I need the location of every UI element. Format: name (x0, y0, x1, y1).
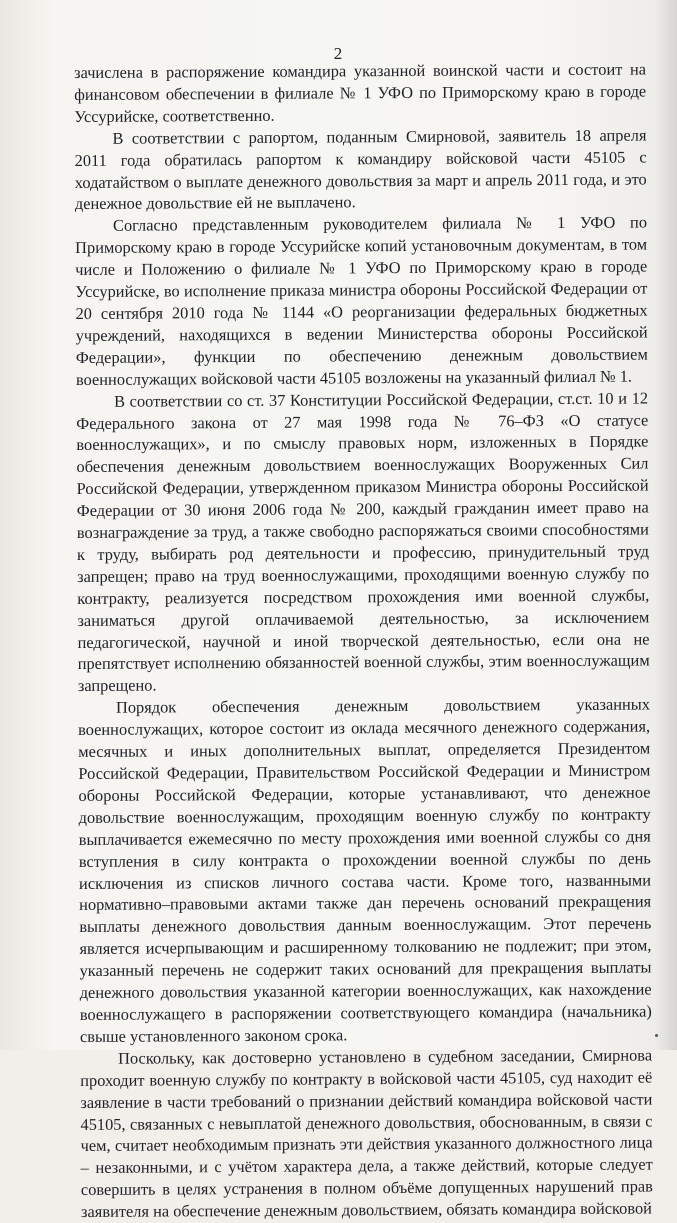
paragraph-1: зачислена в распоряжение командира указанной воинской части и состоит на финансовом обеспечении в филиале № 1 УФО по Приморскому краю в городе Уссурийске, соответственно. (74, 59, 647, 126)
page-edge-shadow (655, 0, 677, 1050)
paragraph-5: Порядок обеспечения денежным довольствием указанных военнослужащих, которое состоит из оклада месячного денежного содержания, месячных и иных дополнительных выплат, определяется Президентом Российской Федерации, Правительством Российской Федерации и Министром обороны Российской Федерации, которые устанавливают, что денежное довольствие военнослужащим, проходящим военную службу по контракту выплачивается ежемесячно по месту прохождения ими военной службы со дня вступления в силу контракта о прохождении военной службы по день исключения из списков личного состава части. Кроме того, названными нормативно–правовыми актами также дан перечень оснований прекращения выплаты денежного довольствия данным военнослужащим. Этот перечень является исчерпывающим и расширенному толкованию не подлежит; при этом, указанный перечень не содержит таких оснований для прекращения выплаты денежного довольствия указанной категории военнослужащих, как нахождение военнослужащего в распоряжении соответствующего командира (начальника) свыше установленного законом срока. (78, 694, 652, 1046)
paragraph-3: Согласно представленным руководителем филиала № 1 УФО по Приморскому краю в городе Уссурийске копий установочным документам, в том числе и Положению о филиале № 1 УФО по Приморскому краю в городе Уссурийске, во исполнение приказа министра обороны Российской Федерации от 20 сентября 2010 года № 1144 «О реорганизации федеральных бюджетных учреждений, находящихся в ведении Министерства обороны Российской Федерации», функции по обеспечению денежным довольствием военнослужащих войсковой части 45105 возложены на указанный филиал № 1. (75, 212, 648, 389)
page-number: 2 (333, 44, 344, 63)
paragraph-4: В соответствии со ст. 37 Конституции Российской Федерации, ст.ст. 10 и 12 Федерального закона от 27 мая 1998 года № 76–ФЗ «О статусе военнослужащих», и по смыслу правовых норм, изложенных в Порядке обеспечения денежным довольствием военнослужащих Вооруженных Сил Российской Федерации, утвержденном приказом Министра обороны Российской Федерации от 30 июня 2006 года № 200, каждый гражданин имеет право на вознаграждение за труд, а также свободно распоряжаться своими способностями к труду, выбирать род деятельности и профессию, принудительный труд запрещен; право на труд военнослужащими, проходящими военную службу по контракту, реализуется посредством прохождения ими военной службы, заниматься другой оплачиваемой деятельностью, за исключением педагогической, научной и иной творческой деятельностью, если она не препятствует исполнению обязанностей военной службы, этим военнослужащим запрещено. (76, 388, 650, 696)
paragraph-2: В соответствии с рапортом, поданным Смирновой, заявитель 18 апреля 2011 года обратилась рапортом к командиру войсковой части 45105 с ходатайством о выплате денежного довольствия за март и апрель 2011 года, и это денежное довольствие ей не выплачено. (74, 125, 647, 214)
scan-speck (655, 1034, 658, 1037)
document-body (74, 59, 653, 1223)
paragraph-6: Поскольку, как достоверно установлено в судебном заседании, Смирнова проходит военную службу по контракту в войсковой части 45105, суд находит её заявление в части требований о признании действий командира войсковой части 45105, связанных с невыплатой денежного довольствия, обоснованным, в связи с чем, считает необходимым признать эти действия указанного должностного лица – незаконными, и с учётом характера дела, а также действий, которые следует совершить в целях устранения в полном объёме допущенных нарушений прав заявителя на обеспечение денежным довольствием, обязать командира войсковой (80, 1045, 653, 1222)
